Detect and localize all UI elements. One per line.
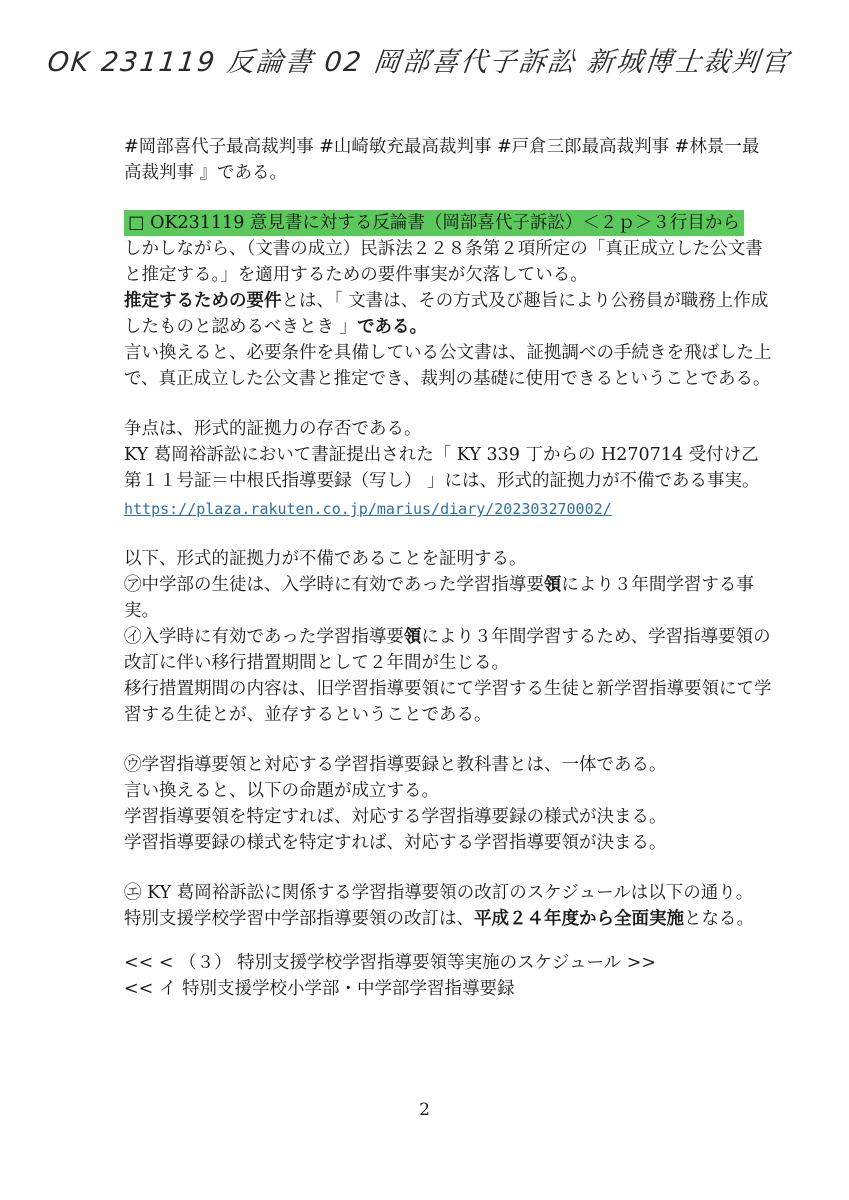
requirement-text: とは、「 文書は、その方式及び趣旨により公務員が職務上作成したものと認めるべきとき 」 <box>124 291 769 337</box>
revision-text: 特別支援学校学習中学部指導要領の改訂は、 <box>124 909 474 929</box>
paragraph-requirement-missing: しかしながら、（文書の成立）民訴法２２８条第２項所定の「真正成立した公文書と推定する。」を適用するための要件事実が欠落している。 <box>124 239 763 285</box>
revision-text-end: となる。 <box>684 909 754 929</box>
bold-term: 推定するための要件 <box>124 291 282 311</box>
bold-ending: である。 <box>357 317 428 337</box>
paragraph-evidence: KY 葛岡裕訴訟において書証提出された「 KY 339 丁からの H270714 受付け乙第１１号証＝中根氏指導要録（写し） 」には、形式的証拠力が不備である事実。 <box>124 445 760 491</box>
record-heading: << イ 特別支援学校小学部・中学部学習指導要録 <box>124 979 515 999</box>
handwritten-header-note: OK 231119 反論書 02 岡部喜代子訴訟 新城博士裁判官 <box>46 47 792 78</box>
paragraph-proposition-intro: 言い換えると、以下の命題が成立する。 <box>124 781 439 801</box>
hashtags-line: #岡部喜代子最高裁判事 #山崎敏充最高裁判事 #戸倉三郎最高裁判事 #林景一最高裁判事 』である。 <box>124 137 760 183</box>
paragraph-revision <box>124 906 774 932</box>
paragraph-presumption-requirement <box>124 288 774 340</box>
paragraph-item-i <box>124 624 774 676</box>
item-a-text-end: により３年間学習する事実。 <box>124 575 754 621</box>
document-body <box>124 134 774 1002</box>
url-line <box>124 496 774 522</box>
item-i-bold: 領 <box>403 627 422 647</box>
item-a-text: ㋐中学部の生徒は、入学時に有効であった学習指導要 <box>124 575 544 595</box>
section-heading <box>124 210 774 236</box>
paragraph-item-a <box>124 572 774 624</box>
item-a-bold: 領 <box>543 575 562 595</box>
revision-bold: 平成２４年度から全面実施 <box>474 909 684 929</box>
paragraph-proof-intro: 以下、形式的証拠力が不備であることを証明する。 <box>124 549 527 569</box>
item-i-text: ㋑入学時に有効であった学習指導要 <box>124 627 404 647</box>
page-number: 2 <box>419 1100 430 1120</box>
paragraph-item-e: ㋓ KY 葛岡裕訴訟に関係する学習指導要領の改訂のスケジュールは以下の通り。 <box>124 883 754 903</box>
paragraph-proposition-2: 学習指導要録の様式を特定すれば、対応する学習指導要領が決まる。 <box>124 833 667 853</box>
paragraph-rephrase: 言い換えると、必要条件を具備している公文書は、証拠調べの手続きを飛ばした上で、真正成立した公文書と推定でき、裁判の基礎に使用できるということである。 <box>124 343 772 389</box>
schedule-heading: << < （３） 特別支援学校学習指導要領等実施のスケジュール >> <box>124 953 657 973</box>
paragraph-proposition-1: 学習指導要領を特定すれば、対応する学習指導要録の様式が決まる。 <box>124 807 667 827</box>
paragraph-transition: 移行措置期間の内容は、旧学習指導要領にて学習する生徒と新学習指導要領にて学習する生徒とが、並存するということである。 <box>124 679 772 725</box>
paragraph-item-u: ㋒学習指導要領と対応する学習指導要録と教科書とは、一体である。 <box>124 755 667 775</box>
paragraph-issue: 争点は、形式的証拠力の存否である。 <box>124 419 422 439</box>
diary-link[interactable]: https://plaza.rakuten.co.jp/marius/diary/202303270002/ <box>124 500 612 518</box>
highlighted-heading: □ OK231119 意見書に対する反論書（岡部喜代子訴訟）＜２ｐ＞３行目から <box>124 210 744 236</box>
item-i-text-end: により３年間学習するため、学習指導要領の改訂に伴い移行措置期間として２年間が生じる。 <box>124 627 771 673</box>
